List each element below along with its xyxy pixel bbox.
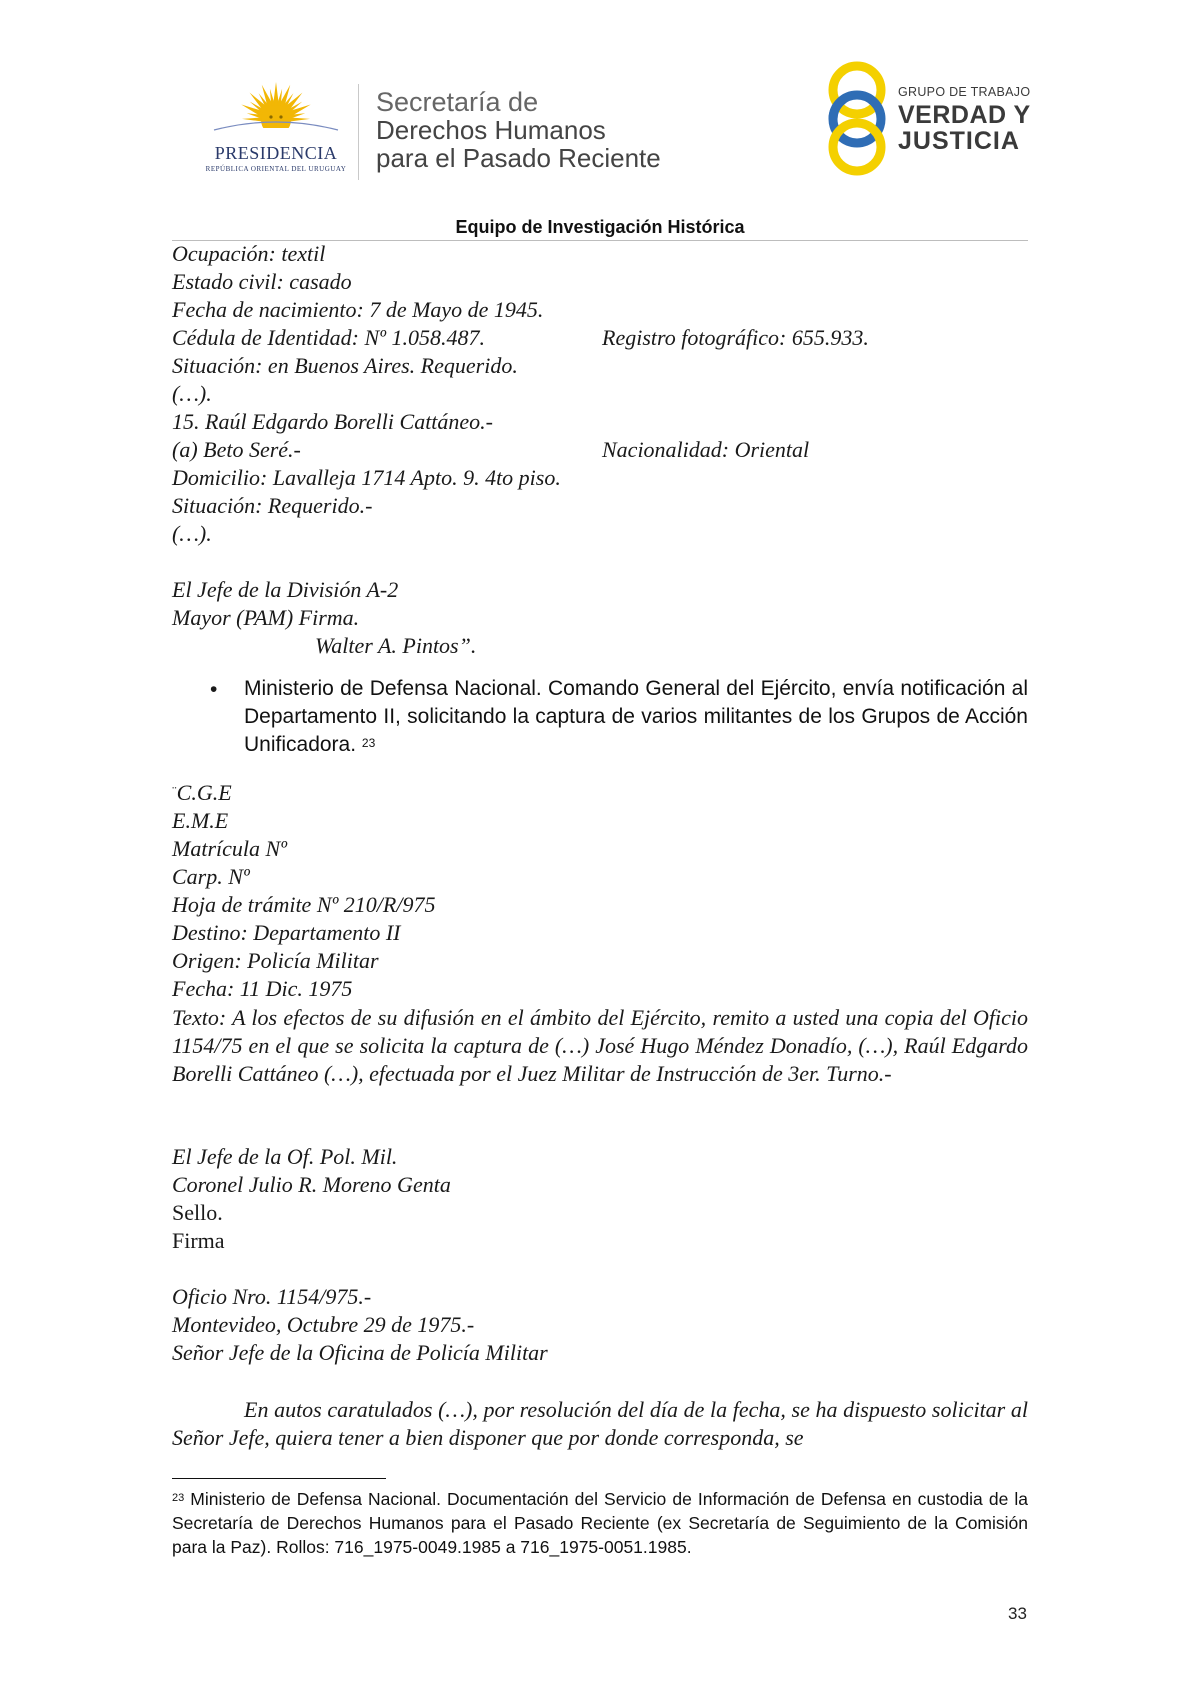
doc-2-cge-text: C.G.E <box>176 780 232 805</box>
footnote <box>172 1487 1028 1559</box>
secretaria-title <box>376 88 661 172</box>
doc-2-destino: Destino: Departamento II <box>172 920 401 945</box>
team-title: Equipo de Investigación Histórica <box>455 217 745 237</box>
doc-2-eme: E.M.E <box>172 808 229 833</box>
record-1-nacimiento: Fecha de nacimiento: 7 de Mayo de 1945. <box>172 297 544 322</box>
header-divider <box>358 84 359 180</box>
doc-2-matricula: Matrícula Nº <box>172 836 287 861</box>
bullet-item <box>244 675 1028 759</box>
footnote-reference[interactable]: 23 <box>361 736 376 750</box>
verdad-justicia-rings-logo <box>822 57 892 177</box>
signature-2-line-1: El Jefe de la Of. Pol. Mil. <box>172 1144 398 1169</box>
doc-2-fecha: Fecha: 11 Dic. 1975 <box>172 976 353 1001</box>
signature-1-line-2: Mayor (PAM) Firma. <box>172 605 360 630</box>
footnote-number: 23 <box>172 1492 185 1504</box>
bullet-text: Ministerio de Defensa Nacional. Comando General del Ejército, envía notificación al Departamento II, solicitando la captura de varios militantes de los Grupos de Acción Unificadora. <box>244 677 1028 756</box>
signature-1-line-1: El Jefe de la División A-2 <box>172 577 399 602</box>
record-1-registro: Registro fotográfico: 655.933. <box>602 325 869 350</box>
footnote-rule <box>172 1478 386 1479</box>
vj-line-1: GRUPO DE TRABAJO <box>898 85 1031 99</box>
doc-2-hoja: Hoja de trámite Nº 210/R/975 <box>172 892 436 917</box>
record-2-ellipsis: (…). <box>172 521 212 546</box>
oficio-paragraph: En autos caratulados (…), por resolución del día de la fecha, se ha dispuesto solicitar al Señor Jefe, quiera tener a bien disponer que por donde corresponda, se <box>172 1397 1028 1450</box>
record-1-estado-civil: Estado civil: casado <box>172 269 352 294</box>
signature-1-line-3: Walter A. Pintos”. <box>315 633 477 658</box>
secretaria-line-3: para el Pasado Reciente <box>376 143 661 173</box>
doc-2-origen: Origen: Policía Militar <box>172 948 379 973</box>
oficio-number: Oficio Nro. 1154/975.- <box>172 1284 372 1309</box>
signature-2-firma: Firma <box>172 1228 225 1253</box>
record-2-alias: (a) Beto Seré.- <box>172 437 301 462</box>
secretaria-line-2: Derechos Humanos <box>376 115 606 145</box>
vj-line-2: VERDAD Y <box>898 100 1031 129</box>
doc-2-carp: Carp. Nº <box>172 864 250 889</box>
footnote-text: Ministerio de Defensa Nacional. Documentación del Servicio de Información de Defensa en custodia de la Secretaría de Derechos Humanos para el Pasado Reciente (ex Secretaría de Seguimiento de la Comisión para la Paz). Rollos: 716_1975-0049.1985 a 716_1975-0051.1985. <box>172 1489 1028 1557</box>
vj-line-3: JUSTICIA <box>898 126 1020 155</box>
doc-2-open-quote: ¨ <box>172 785 177 800</box>
doc-2-texto: Texto: A los efectos de su difusión en el ámbito del Ejército, remito a usted una copia del Oficio 1154/75 en el que se solicita la captura de (…) José Hugo Méndez Donadío, (…), Raúl Edgardo Borelli Cattáneo (…), efectuada por el Juez Militar de Instrucción de 3er. Turno.- <box>172 1005 1028 1086</box>
record-2-nacionalidad: Nacionalidad: Oriental <box>602 437 810 462</box>
oficio-date: Montevideo, Octubre 29 de 1975.- <box>172 1312 475 1337</box>
verdad-justicia-wordmark <box>898 86 1031 154</box>
presidencia-name: PRESIDENCIA <box>214 143 338 163</box>
secretaria-line-1: Secretaría de <box>376 87 539 117</box>
record-2-situacion: Situación: Requerido.- <box>172 493 373 518</box>
record-2-nombre: 15. Raúl Edgardo Borelli Cattáneo.- <box>172 409 494 434</box>
record-1-situacion: Situación: en Buenos Aires. Requerido. <box>172 353 518 378</box>
signature-2-sello: Sello. <box>172 1200 223 1225</box>
record-1-ellipsis: (…). <box>172 381 212 406</box>
bullet-marker: • <box>210 678 218 701</box>
oficio-addressee: Señor Jefe de la Oficina de Policía Militar <box>172 1340 548 1365</box>
record-2-domicilio: Domicilio: Lavalleja 1714 Apto. 9. 4to piso. <box>172 465 561 490</box>
record-1-ocupacion: Ocupación: textil <box>172 241 326 266</box>
signature-2-line-2: Coronel Julio R. Moreno Genta <box>172 1172 451 1197</box>
doc-2-cge <box>172 780 232 806</box>
record-1-cedula: Cédula de Identidad: Nº 1.058.487. <box>172 325 485 350</box>
page-number: 33 <box>1008 1604 1027 1623</box>
presidencia-subtitle: REPÚBLICA ORIENTAL DEL URUGUAY <box>205 165 347 173</box>
